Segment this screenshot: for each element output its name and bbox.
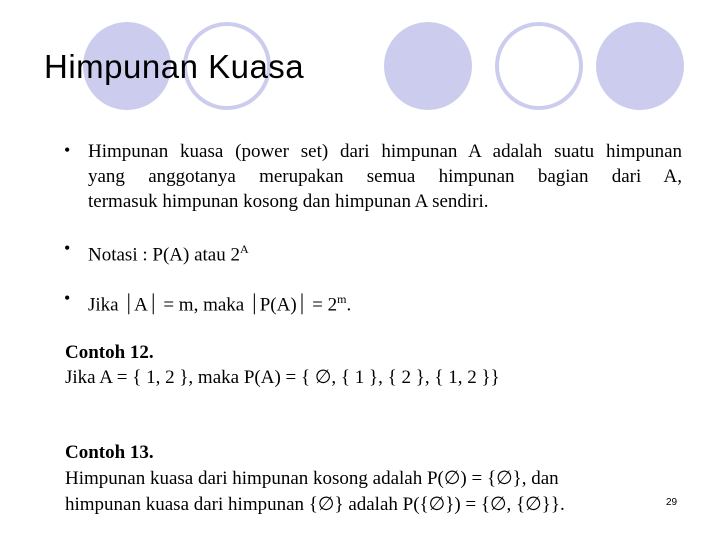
example-13-line-1: Himpunan kuasa dari himpunan kosong adalah P(∅) = {∅}, dan bbox=[65, 468, 559, 489]
cardinality-exponent: m bbox=[337, 292, 347, 306]
bullet-marker: • bbox=[64, 140, 71, 160]
bullet-3 bbox=[88, 287, 351, 317]
bullet-2 bbox=[88, 237, 249, 267]
cardinality-text: Jika ⏐A⏐ = m, maka ⏐P(A)⏐ = 2 bbox=[88, 294, 338, 316]
decorative-circle bbox=[596, 22, 684, 110]
cardinality-period: . bbox=[346, 294, 352, 316]
bullet-marker: • bbox=[64, 238, 71, 258]
bullet-1-line-1: Himpunan kuasa (power set) dari himpunan A adalah suatu himpunan bbox=[88, 141, 682, 162]
slide-title: Himpunan Kuasa bbox=[44, 48, 305, 85]
example-13-line-2: himpunan kuasa dari himpunan {∅} adalah P({∅}) = {∅, {∅}}. bbox=[65, 494, 565, 515]
bullet-marker: • bbox=[64, 288, 71, 308]
example-12-heading: Contoh 12. bbox=[65, 342, 154, 363]
bullet-1-line-3: termasuk himpunan kosong dan himpunan A sendiri. bbox=[88, 191, 489, 212]
notation-exponent: A bbox=[239, 242, 249, 256]
notation-text: Notasi : P(A) atau 2 bbox=[88, 244, 240, 266]
example-13-heading: Contoh 13. bbox=[65, 442, 154, 463]
decorative-ring bbox=[495, 22, 583, 110]
page-number: 29 bbox=[666, 497, 678, 508]
bullet-1-line-2: yang anggotanya merupakan semua himpunan bagian dari A, bbox=[88, 166, 682, 187]
decorative-circle bbox=[384, 22, 472, 110]
example-12-line: Jika A = { 1, 2 }, maka P(A) = { ∅, { 1 }, { 2 }, { 1, 2 }} bbox=[65, 367, 500, 388]
